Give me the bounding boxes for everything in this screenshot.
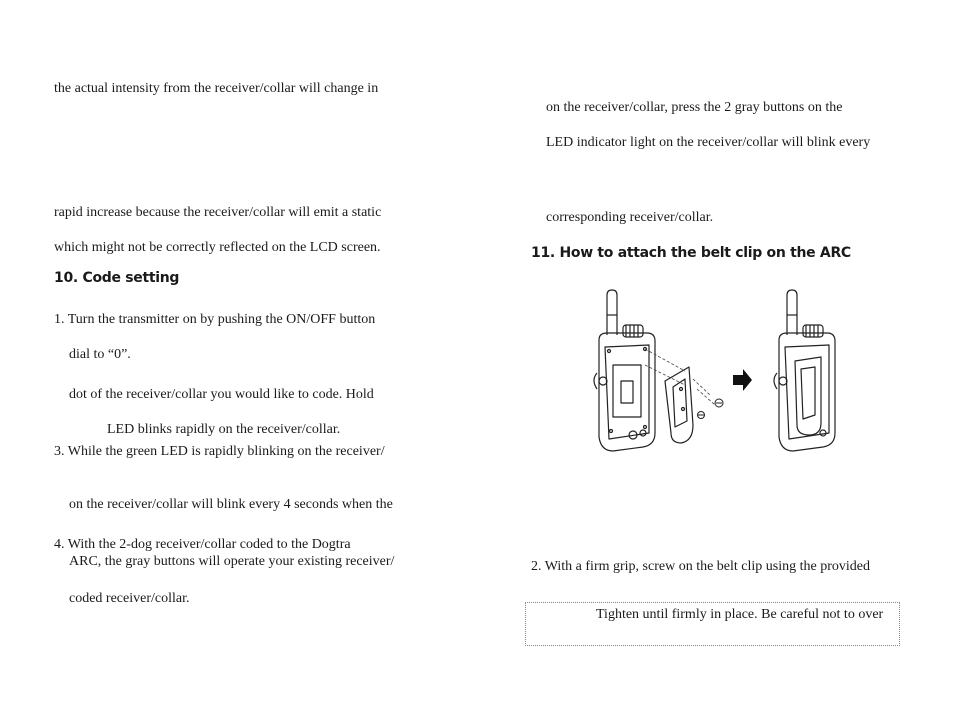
body-text-line: the actual intensity from the receiver/collar will change in: [54, 81, 379, 96]
body-text-line: which might not be correctly reflected on the LCD screen.: [54, 240, 381, 255]
caution-note-box: [525, 602, 900, 646]
step-text-line: dot of the receiver/collar you would like to code. Hold: [69, 387, 374, 402]
step-text-line: 1. Turn the transmitter on by pushing the ON/OFF button: [54, 312, 376, 327]
body-text-line: on the receiver/collar, press the 2 gray buttons on the: [546, 100, 843, 115]
transmitter-icon: [774, 290, 835, 451]
step-text-line: LED blinks rapidly on the receiver/collar.: [107, 422, 341, 437]
step-text-line: on the receiver/collar will blink every 4 seconds when the: [69, 497, 393, 512]
step-text-line: ARC, the gray buttons will operate your existing receiver/: [69, 554, 395, 569]
step-text-line: coded receiver/collar.: [69, 591, 190, 606]
body-text-line: LED indicator light on the receiver/collar will blink every: [546, 135, 871, 150]
transmitter-icon: [594, 290, 655, 451]
step-text-line: 2. With a firm grip, screw on the belt clip using the provided: [531, 559, 870, 574]
note-text-line: Tighten until firmly in place. Be careful not to over: [596, 607, 884, 622]
body-text-line: rapid increase because the receiver/collar will emit a static: [54, 205, 382, 220]
section-heading-code-setting: 10. Code setting: [54, 270, 180, 286]
arrow-right-icon: [733, 369, 752, 391]
screw-icon: [698, 399, 724, 419]
belt-clip-icon: [665, 367, 693, 443]
section-heading-belt-clip: 11. How to attach the belt clip on the ARC: [531, 245, 851, 261]
step-text-line: 4. With the 2-dog receiver/collar coded to the Dogtra: [54, 537, 351, 552]
step-text-line: dial to “0”.: [69, 347, 131, 362]
body-text-line: corresponding receiver/collar.: [546, 210, 714, 225]
step-text-line: 3. While the green LED is rapidly blinking on the receiver/: [54, 444, 385, 459]
belt-clip-figure: [585, 285, 860, 455]
